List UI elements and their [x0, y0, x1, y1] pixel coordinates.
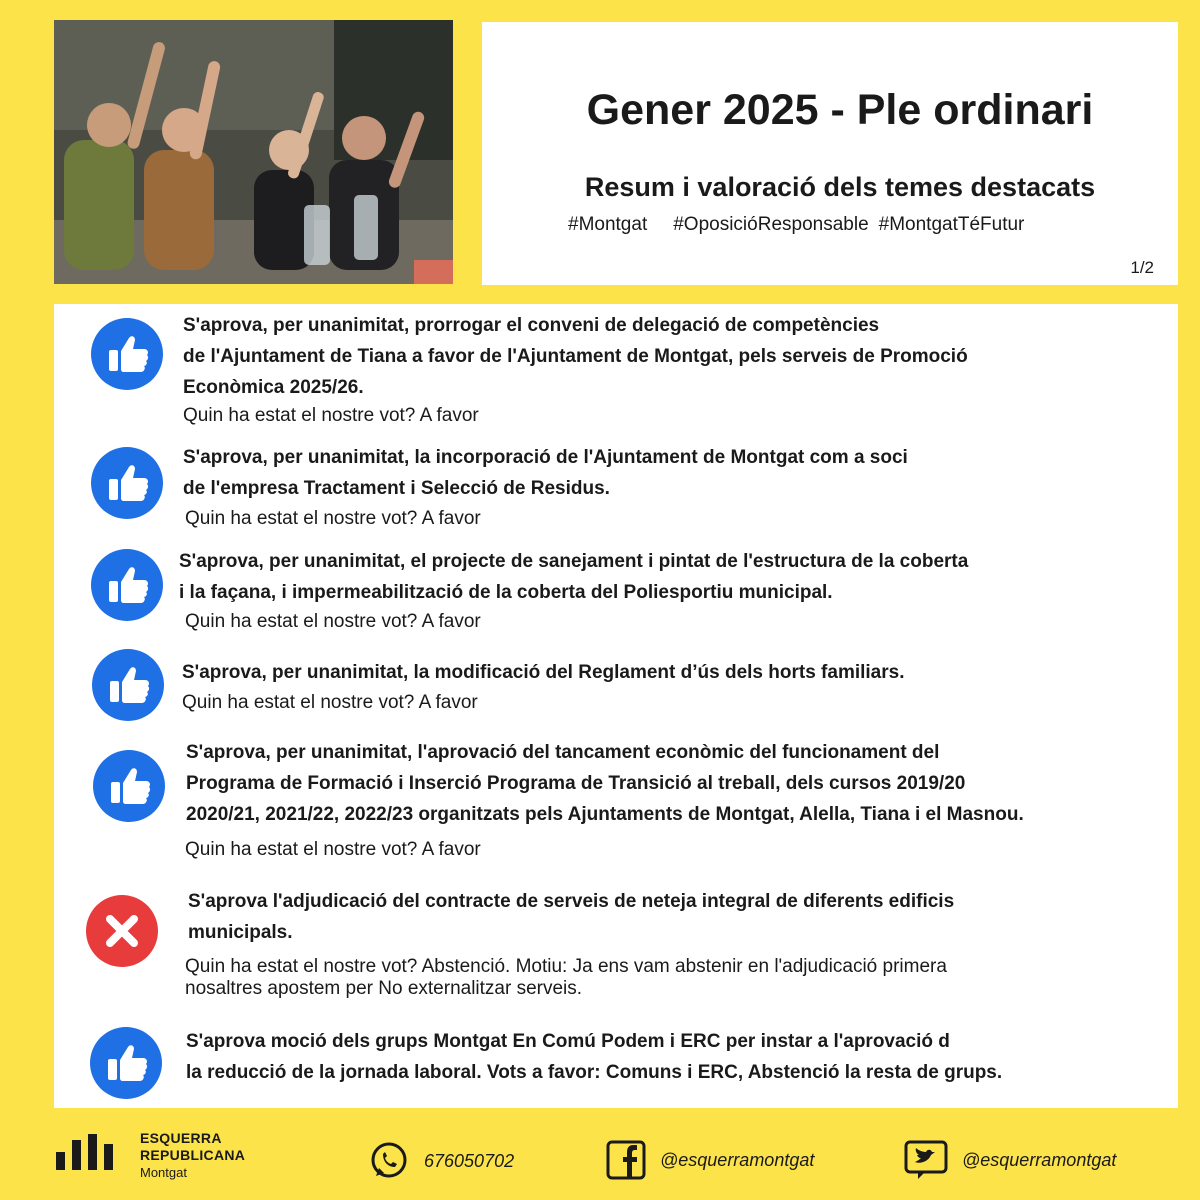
hashtag-list — [568, 214, 1024, 236]
twitter-handle: @esquerramontgat — [962, 1149, 1117, 1170]
item-text: S'aprova, per unanimitat, la modificació del Reglament d’ús dels horts familiars. — [182, 662, 905, 683]
logo-text-line3: Montgat — [140, 1165, 187, 1180]
item-text: S'aprova moció dels grups Montgat En Comú Podem i ERC per instar a l'aprovació d la reducció de la jornada laboral. Vots a favor: Comuns i ERC, Abstenció la resta de grups. — [186, 1031, 1003, 1083]
page-number: 1/2 — [1130, 258, 1154, 277]
item-text: S'aprova, per unanimitat, el projecte de sanejament i pintat de l'estructura de la coberta i la façana, i impermeabilització de la coberta del Poliesportiu municipal. — [179, 551, 969, 603]
x-mark-icon — [86, 895, 158, 967]
twitter-icon — [904, 1140, 948, 1180]
thumbs-up-icon — [91, 549, 163, 621]
item-text: S'aprova, per unanimitat, la incorporació de l'Ajuntament de Montgat com a soci de l'empresa Tractament i Selecció de Residus. — [183, 447, 908, 499]
vote-text: Quin ha estat el nostre vot? A favor — [185, 839, 481, 860]
item-text: S'aprova, per unanimitat, prorrogar el conveni de delegació de competències de l'Ajuntament de Tiana a favor de l'Ajuntament de Montgat, pels serveis de Promoció Econòmica 2025/26. — [183, 315, 968, 398]
vote-text: Quin ha estat el nostre vot? A favor — [182, 692, 478, 713]
header-photo — [54, 20, 453, 284]
vote-text: Quin ha estat el nostre vot? Abstenció. Motiu: Ja ens vam abstenir en l'adjudicació primera nosaltres apostem per No externalitzar serveis. — [185, 956, 947, 999]
hashtag[interactable]: #OposicióResponsable — [673, 214, 869, 235]
logo-bars-icon — [56, 1134, 122, 1170]
facebook-icon — [606, 1140, 646, 1180]
logo-text-line2: REPUBLICANA — [140, 1147, 246, 1163]
vote-text: Quin ha estat el nostre vot? A favor — [183, 405, 479, 426]
whatsapp-icon — [368, 1140, 410, 1182]
logo-text-line1: ESQUERRA — [140, 1130, 222, 1146]
footer — [0, 1108, 1200, 1200]
vote-text: Quin ha estat el nostre vot? A favor — [185, 611, 481, 632]
item-text: S'aprova l'adjudicació del contracte de serveis de neteja integral de diferents edificis municipals. — [188, 891, 955, 943]
page-title: Gener 2025 - Ple ordinari — [586, 86, 1094, 134]
thumbs-up-icon — [91, 318, 163, 390]
page-subtitle: Resum i valoració dels temes destacats — [584, 172, 1096, 202]
facebook-contact[interactable] — [606, 1140, 814, 1180]
agenda-list — [54, 304, 1178, 1108]
thumbs-up-icon — [93, 750, 165, 822]
phone-number: 676050702 — [424, 1150, 515, 1171]
hashtag[interactable]: #Montgat — [568, 214, 648, 235]
thumbs-up-icon — [90, 1027, 162, 1099]
item-text: S'aprova, per unanimitat, l'aprovació del tancament econòmic del funcionament del Programa de Formació i Inserció Programa de Transició al treball, dels cursos 2019/20 2020/21, 2021/22, 2022/23 organitzats pels Ajuntaments de Montgat, Alella, Tiana i el Masnou. — [186, 742, 1024, 825]
twitter-contact[interactable] — [904, 1140, 1116, 1180]
hashtag[interactable]: #MontgatTéFutur — [878, 214, 1025, 235]
header-card — [482, 22, 1178, 285]
erc-logo[interactable] — [56, 1130, 245, 1181]
thumbs-up-icon — [91, 447, 163, 519]
facebook-handle: @esquerramontgat — [660, 1149, 815, 1170]
thumbs-up-icon — [92, 649, 164, 721]
vote-text: Quin ha estat el nostre vot? A favor — [185, 508, 481, 529]
phone-contact[interactable] — [368, 1140, 514, 1182]
